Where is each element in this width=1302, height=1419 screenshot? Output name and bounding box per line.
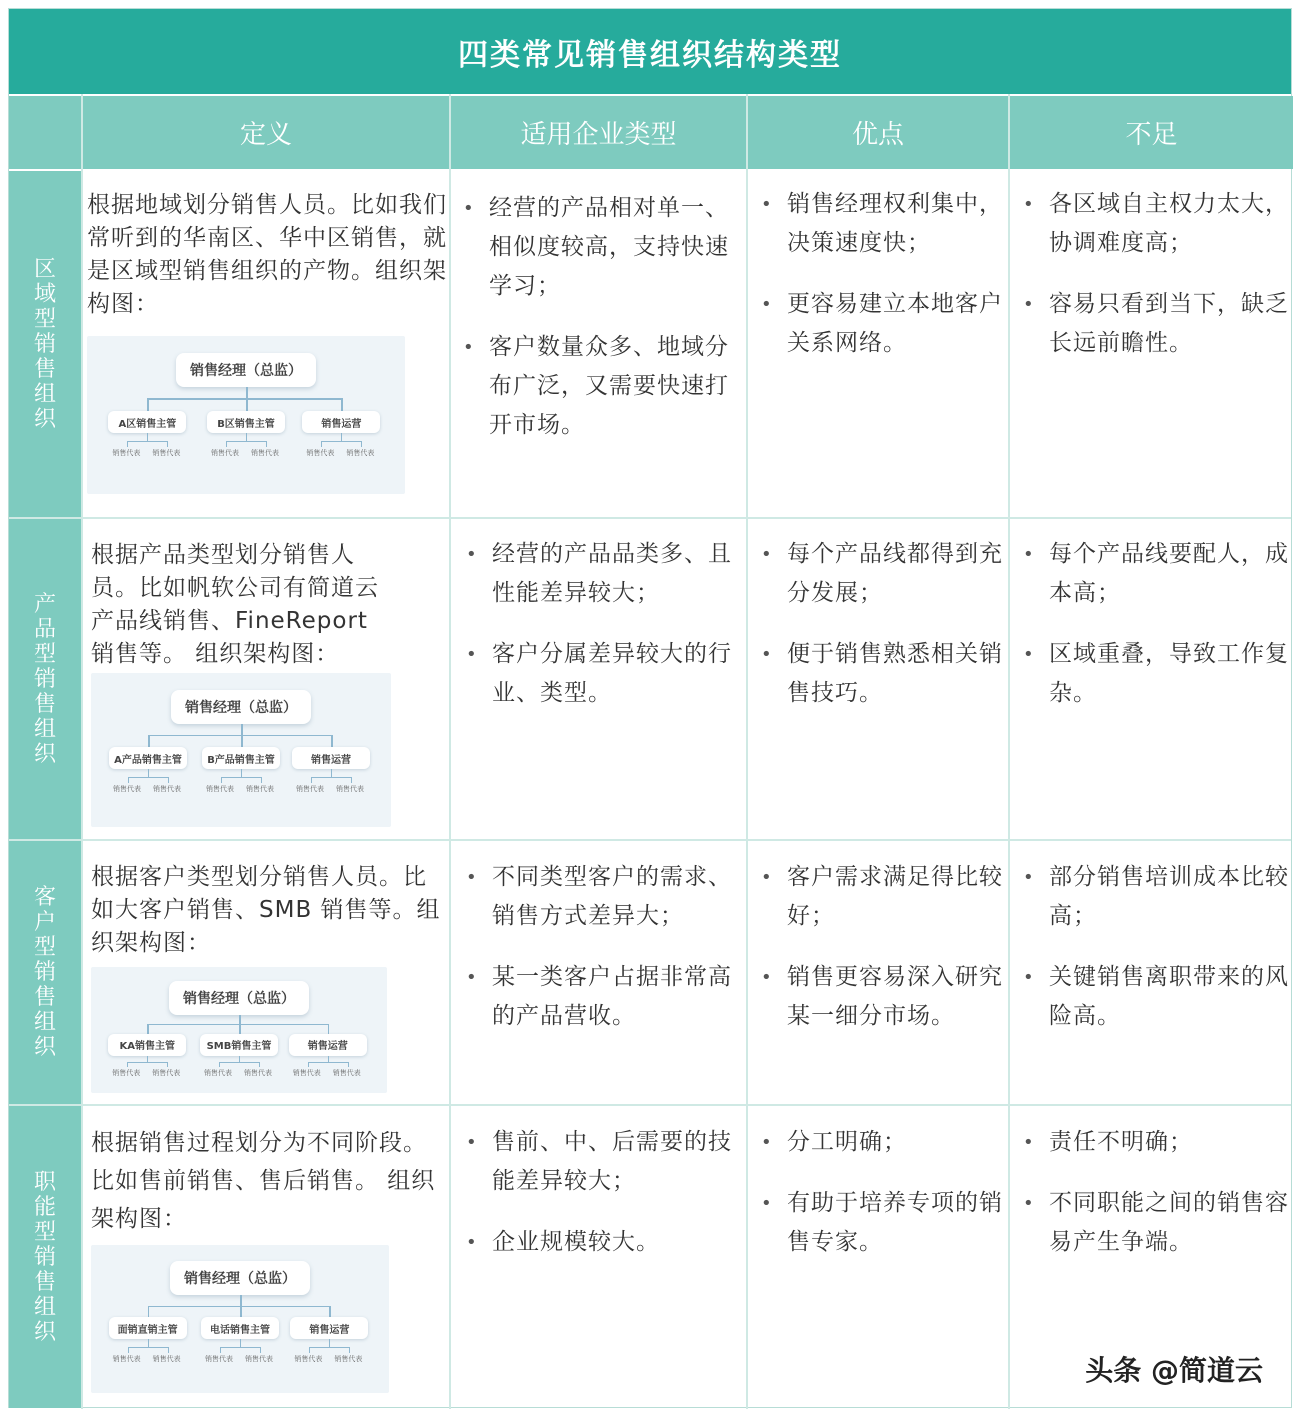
definition-product: 根据产品类型划分销售人员。比如帆软公司有简道云产品线销售、FineReport销售等。 组织架构图： (91, 542, 379, 667)
org-sub-node: B区销售主管 (207, 411, 285, 433)
org-sub-node: B产品销售主管 (202, 747, 280, 769)
org-connector (221, 777, 222, 783)
org-chart-region (87, 336, 405, 494)
org-connector (148, 1306, 150, 1318)
bullet-item: • 关键销售离职带来的风险高。 (1021, 958, 1289, 1036)
org-connector (348, 1062, 349, 1067)
org-rep-label: 销售代表 (152, 1354, 181, 1363)
org-sub-node: KA销售主管 (108, 1034, 186, 1056)
org-connector (148, 735, 331, 737)
org-connector (309, 1347, 349, 1348)
org-rep-label: 销售代表 (112, 1069, 141, 1078)
bullet-item: • 分工明确； (759, 1123, 1007, 1162)
org-sub-node: A产品销售主管 (109, 747, 187, 769)
grid-line (9, 1104, 1291, 1106)
org-connector (147, 398, 149, 411)
org-connector (329, 1306, 331, 1318)
watermark: 头条 @简道云 (1085, 1354, 1263, 1387)
org-sub-node: 面销直销主管 (109, 1317, 187, 1339)
row-label-function: 职能型销售组织 (9, 1106, 81, 1408)
org-connector (308, 1062, 348, 1063)
bullet-item: • 每个产品线要配人，成本高； (1021, 535, 1289, 613)
org-rep-label: 销售代表 (206, 784, 234, 793)
org-rep-label: 销售代表 (251, 449, 279, 458)
org-connector (328, 1024, 330, 1034)
header-applicable: 适用企业类型 (451, 96, 746, 169)
org-rep-label: 销售代表 (153, 784, 181, 793)
org-sub-node: SMB销售主管 (200, 1034, 278, 1056)
org-connector (241, 769, 242, 777)
org-connector (246, 387, 248, 398)
pros-region (759, 185, 1007, 385)
org-connector (167, 441, 168, 447)
bullet-item: • 某一类客户占据非常高的产品营收。 (464, 958, 746, 1036)
org-rep-label: 销售代表 (152, 1069, 181, 1078)
row-label-region: 区域型销售组织 (9, 171, 81, 517)
bullet-item: • 容易只看到当下，缺乏长远前瞻性。 (1021, 285, 1289, 363)
org-connector (167, 1062, 168, 1067)
org-connector (351, 777, 352, 783)
header-definition: 定义 (83, 96, 449, 169)
org-connector (308, 1062, 309, 1067)
row-label-product: 产品型销售组织 (9, 519, 81, 839)
org-connector (331, 735, 333, 747)
applicable-region (461, 189, 743, 467)
org-connector (127, 441, 167, 442)
org-connector (259, 1062, 260, 1067)
org-chart-function (91, 1245, 389, 1393)
bullet-item: • 部分销售培训成本比较高； (1021, 858, 1289, 936)
org-rep-label: 销售代表 (244, 1069, 272, 1078)
org-connector (226, 441, 266, 442)
cons-customer (1021, 858, 1289, 1058)
header-pros: 优点 (748, 96, 1008, 169)
grid-line (9, 517, 1291, 519)
org-connector (240, 1306, 242, 1318)
bullet-item: • 经营的产品品类多、且性能差异较大； (464, 535, 746, 613)
bullet-item: • 销售经理权利集中，决策速度快； (759, 185, 1007, 263)
org-sub-node: 电话销售主管 (201, 1317, 279, 1339)
org-manager-node: 销售经理（总监） (176, 353, 316, 387)
org-connector (240, 1339, 241, 1346)
org-connector (321, 441, 361, 442)
org-connector (341, 398, 343, 411)
org-connector (321, 441, 322, 447)
org-rep-label: 销售代表 (332, 1069, 361, 1078)
org-sub-node: 销售运营 (292, 747, 370, 769)
cons-product (1021, 535, 1289, 735)
org-rep-label: 销售代表 (296, 784, 324, 793)
applicable-product (464, 535, 746, 735)
org-connector (246, 433, 247, 441)
org-rep-label: 销售代表 (294, 1354, 323, 1363)
org-connector (147, 1024, 328, 1026)
bullet-item: • 便于销售熟悉相关销售技巧。 (759, 635, 1007, 713)
org-connector (260, 1347, 261, 1353)
org-rep-label: 销售代表 (112, 1354, 141, 1363)
org-connector (341, 433, 342, 441)
org-connector (311, 777, 351, 778)
org-connector (241, 724, 243, 735)
org-sub-node: 销售运营 (290, 1317, 368, 1339)
grid-line (81, 94, 83, 1409)
org-manager-node: 销售经理（总监） (171, 690, 311, 724)
org-connector (221, 777, 261, 778)
org-rep-label: 销售代表 (346, 449, 375, 458)
org-chart-customer (91, 967, 387, 1093)
cons-function (1021, 1123, 1289, 1284)
org-sub-node: 销售运营 (302, 411, 380, 433)
org-connector (239, 1024, 241, 1034)
org-rep-label: 销售代表 (246, 784, 274, 793)
bullet-item: • 更容易建立本地客户关系网络。 (759, 285, 1007, 363)
grid-line (449, 94, 451, 1409)
org-connector (127, 441, 128, 447)
org-connector (147, 1024, 149, 1034)
bullet-item: • 售前、中、后需要的技能差异较大； (464, 1123, 746, 1201)
org-connector (311, 777, 312, 783)
org-connector (148, 1339, 149, 1346)
org-connector (168, 1347, 169, 1353)
bullet-item: • 客户数量众多、地域分布广泛，又需要快速打开市场。 (461, 328, 743, 445)
org-connector (148, 769, 149, 777)
org-connector (266, 441, 267, 447)
bullet-item: • 不同类型客户的需求、销售方式差异大； (464, 858, 746, 936)
org-connector (309, 1347, 310, 1353)
bullet-item: • 客户分属差异较大的行业、类型。 (464, 635, 746, 713)
pros-function (759, 1123, 1007, 1284)
org-manager-node: 销售经理（总监） (170, 1261, 310, 1295)
org-sub-node: 销售运营 (289, 1034, 367, 1056)
org-connector (128, 777, 168, 778)
org-connector (240, 1295, 242, 1305)
org-connector (127, 1062, 167, 1063)
org-manager-node: 销售经理（总监） (169, 981, 309, 1015)
grid-line (9, 839, 1291, 841)
org-rep-label: 销售代表 (152, 449, 181, 458)
definition-function: 根据销售过程划分为不同阶段。比如售前销售、售后销售。 组织架构图： (91, 1130, 436, 1232)
org-connector (220, 1347, 260, 1348)
org-connector (219, 1062, 220, 1067)
org-rep-label: 销售代表 (334, 1354, 363, 1363)
row-label-customer: 客户型销售组织 (9, 841, 81, 1104)
org-connector (128, 777, 129, 783)
org-connector (148, 735, 150, 747)
org-connector (241, 735, 243, 747)
org-connector (226, 441, 227, 447)
org-connector (361, 441, 362, 447)
org-rep-label: 销售代表 (112, 449, 141, 458)
org-connector (128, 1347, 168, 1348)
cons-region (1021, 185, 1289, 385)
org-connector (147, 433, 148, 441)
org-connector (220, 1347, 221, 1353)
org-rep-label: 销售代表 (204, 1069, 232, 1078)
applicable-function (464, 1123, 746, 1284)
bullet-item: • 区域重叠，导致工作复杂。 (1021, 635, 1289, 713)
grid-line (746, 94, 748, 1409)
bullet-item: • 经营的产品相对单一、相似度较高，支持快速学习； (461, 189, 743, 306)
org-chart-product (91, 673, 391, 827)
bullet-item: • 不同职能之间的销售容易产生争端。 (1021, 1184, 1289, 1262)
grid-line (1008, 94, 1010, 1409)
org-connector (239, 1015, 241, 1024)
pros-product (759, 535, 1007, 735)
org-connector (329, 1339, 330, 1346)
applicable-customer (464, 858, 746, 1058)
bullet-item: • 每个产品线都得到充分发展； (759, 535, 1007, 613)
org-connector (349, 1347, 350, 1353)
pros-customer (759, 858, 1007, 1058)
org-rep-label: 销售代表 (306, 449, 335, 458)
org-rep-label: 销售代表 (245, 1354, 273, 1363)
bullet-item: • 有助于培养专项的销售专家。 (759, 1184, 1007, 1262)
org-connector (148, 1306, 330, 1308)
bullet-item: • 各区域自主权力太大，协调难度高； (1021, 185, 1289, 263)
comparison-table (8, 8, 1292, 1408)
table-title: 四类常见销售组织结构类型 (9, 9, 1291, 94)
org-connector (219, 1062, 259, 1063)
definition-region: 根据地域划分销售人员。比如我们常听到的华南区、华中区销售，就是区域型销售组织的产物。组织架构图： (87, 192, 447, 317)
bullet-item: • 客户需求满足得比较好； (759, 858, 1007, 936)
org-connector (128, 1347, 129, 1353)
header-corner (9, 96, 81, 169)
bullet-item: • 销售更容易深入研究某一细分市场。 (759, 958, 1007, 1036)
org-rep-label: 销售代表 (205, 1354, 233, 1363)
org-connector (147, 398, 341, 400)
header-cons: 不足 (1010, 96, 1293, 169)
definition-customer: 根据客户类型划分销售人员。比如大客户销售、SMB 销售等。组织架构图： (91, 864, 441, 956)
org-rep-label: 销售代表 (336, 784, 364, 793)
org-connector (168, 777, 169, 783)
org-rep-label: 销售代表 (113, 784, 141, 793)
org-connector (331, 769, 332, 777)
bullet-item: • 责任不明确； (1021, 1123, 1289, 1162)
org-sub-node: A区销售主管 (108, 411, 186, 433)
org-connector (261, 777, 262, 783)
org-connector (246, 398, 248, 411)
bullet-item: • 企业规模较大。 (464, 1223, 746, 1262)
org-rep-label: 销售代表 (292, 1069, 321, 1078)
org-rep-label: 销售代表 (211, 449, 239, 458)
org-connector (127, 1062, 128, 1067)
